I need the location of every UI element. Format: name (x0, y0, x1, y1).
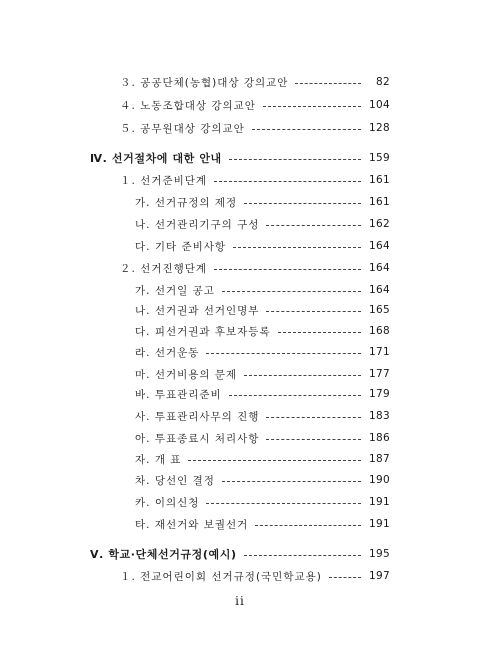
toc-entry-page: 164 (369, 262, 390, 274)
toc-entry-label: Ⅳ. 선거절차에 대한 안내 (90, 152, 222, 165)
toc-entry-page: 164 (369, 240, 390, 252)
toc-leader-dashes (252, 129, 361, 130)
toc-leader-dashes (206, 503, 361, 504)
toc-entry (135, 344, 390, 360)
toc-leader-dashes (214, 269, 361, 270)
toc-entry-label: １. 선거준비단계 (120, 174, 208, 187)
toc-entry-page: 197 (369, 570, 390, 582)
toc-entry-page: 159 (369, 152, 390, 164)
page-number: ii (235, 594, 245, 608)
toc-entry-page: 190 (369, 474, 390, 486)
toc-leader-dashes (329, 577, 361, 578)
toc-section (90, 546, 390, 562)
toc-entry-page: 162 (369, 218, 390, 230)
toc-leader-dashes (244, 375, 361, 376)
toc-entry-page: 164 (369, 284, 390, 296)
toc-entry (120, 260, 390, 276)
toc-entry-page: 191 (369, 518, 390, 530)
toc-entry-label: 마. 선거비용의 문제 (135, 368, 238, 381)
toc-entry-label: 나. 선거권과 선거인명부 (135, 304, 260, 317)
toc-entry-label: ２. 선거진행단계 (120, 262, 208, 275)
toc-entry-label: 가. 선거일 공고 (135, 284, 215, 297)
toc-leader-dashes (266, 417, 361, 418)
toc-entry (120, 568, 390, 584)
toc-entry (135, 430, 390, 446)
toc-leader-dashes (222, 481, 361, 482)
toc-entry-label: 나. 선거관리기구의 구성 (135, 218, 260, 231)
toc-leader-dashes (266, 225, 361, 226)
toc-entry-label: 차. 당선인 결정 (135, 474, 215, 487)
toc-entry-page: 161 (369, 196, 390, 208)
toc-leader-dashes (244, 555, 361, 556)
toc-entry (135, 516, 390, 532)
toc-entry (135, 216, 390, 232)
toc-entry-page: 183 (369, 410, 390, 422)
toc-entry-label: Ⅴ. 학교·단체선거규정(예시) (90, 548, 237, 561)
toc-leader-dashes (255, 525, 361, 526)
toc-entry-label: 바. 투표관리준비 (135, 388, 222, 401)
toc-entry-page: 179 (369, 388, 390, 400)
toc-entry-page: 177 (369, 368, 390, 380)
toc-entry-label: ５. 공무원대상 강의교안 (120, 122, 245, 135)
toc-entry-page: 191 (369, 496, 390, 508)
toc-entry (135, 282, 390, 298)
toc-leader-dashes (244, 203, 361, 204)
toc-entry-label: 라. 선거운동 (135, 346, 200, 359)
toc-entry-page: 187 (369, 453, 390, 465)
toc-entry (135, 408, 390, 424)
toc-leader-dashes (263, 106, 361, 107)
toc-entry-label: 카. 이의신청 (135, 496, 200, 509)
toc-leader-dashes (233, 247, 361, 248)
toc-entry-label: ３. 공공단체(농협)대상 강의교안 (120, 76, 289, 89)
toc-entry (120, 120, 390, 136)
toc-entry-label: ４. 노동조합대상 강의교안 (120, 99, 256, 112)
toc-section (90, 150, 390, 166)
toc-leader-dashes (229, 395, 361, 396)
toc-entry-page: 165 (369, 304, 390, 316)
toc-entry-label: 아. 투표종료시 처리사항 (135, 432, 260, 445)
toc-entry-label: 타. 재선거와 보궐선거 (135, 518, 249, 531)
toc-leader-dashes (222, 291, 361, 292)
toc-entry-label: 사. 투표관리사무의 진행 (135, 410, 260, 423)
toc-entry-label: 자. 개 표 (135, 453, 182, 466)
toc-entry (135, 366, 390, 382)
toc-leader-dashes (188, 460, 361, 461)
toc-entry-page: 128 (369, 122, 390, 134)
toc-leader-dashes (229, 159, 361, 160)
toc-entry-page: 186 (369, 432, 390, 444)
toc-entry-label: １. 전교어린이회 선거규정(국민학교용) (120, 570, 322, 583)
toc-entry (120, 74, 390, 90)
toc-leader-dashes (214, 181, 361, 182)
toc-entry (135, 451, 390, 467)
toc-entry-page: 82 (376, 76, 390, 88)
toc-entry (135, 472, 390, 488)
toc-entry-page: 195 (369, 548, 390, 560)
toc-entry (120, 97, 390, 113)
toc-entry (135, 323, 390, 339)
toc-entry-label: 다. 피선거권과 후보자등록 (135, 325, 271, 338)
toc-leader-dashes (266, 439, 361, 440)
toc-entry-page: 168 (369, 325, 390, 337)
toc-entry-label: 다. 기타 준비사항 (135, 240, 227, 253)
toc-leader-dashes (278, 332, 361, 333)
toc-entry (135, 302, 390, 318)
toc-entry-page: 171 (369, 346, 390, 358)
toc-entry-page: 104 (369, 99, 390, 111)
toc-leader-dashes (266, 311, 361, 312)
toc-entry-label: 가. 선거규정의 제정 (135, 196, 238, 209)
toc-entry (135, 386, 390, 402)
toc-entry (120, 172, 390, 188)
toc-entry (135, 494, 390, 510)
toc-entry-page: 161 (369, 174, 390, 186)
toc-leader-dashes (206, 353, 361, 354)
toc-entry (135, 238, 390, 254)
toc-entry (135, 194, 390, 210)
toc-leader-dashes (295, 83, 361, 84)
